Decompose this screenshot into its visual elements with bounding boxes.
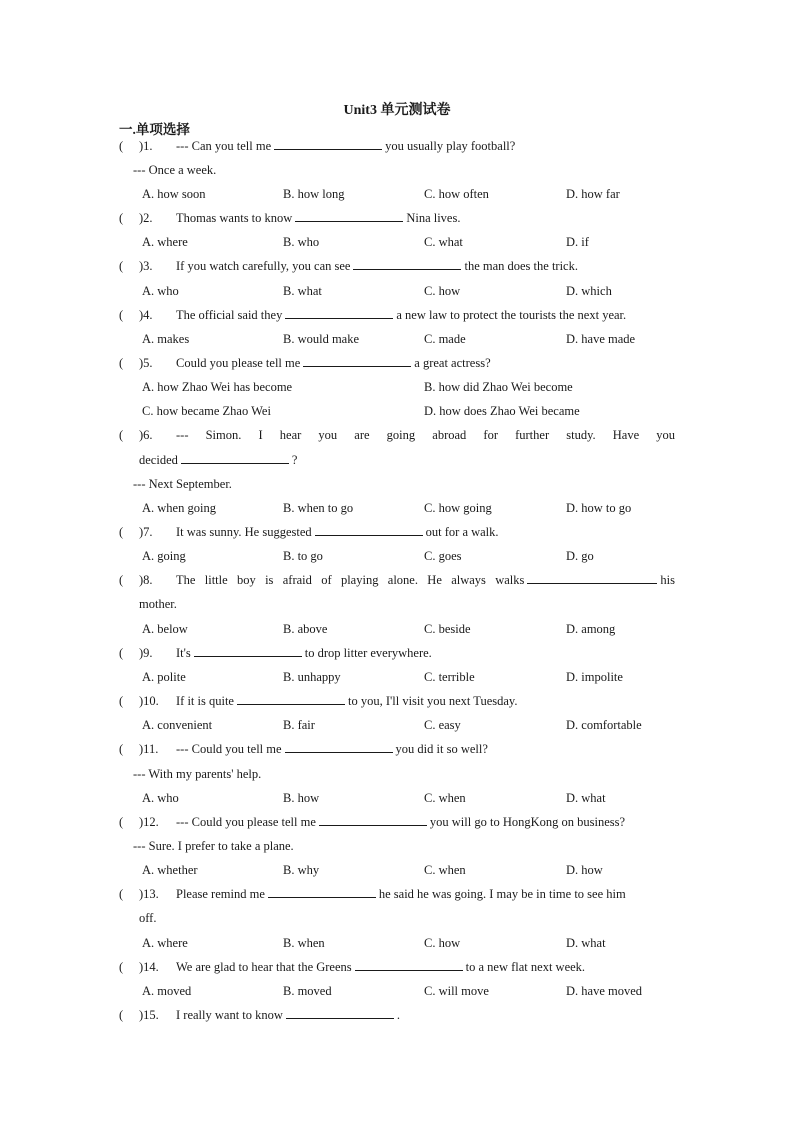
answer-blank: [286, 1006, 394, 1019]
question-14-options: [119, 982, 675, 1000]
question-number: )11.: [139, 742, 159, 756]
question-9: [119, 644, 675, 662]
question-5: [119, 354, 675, 372]
answer-blank: [181, 451, 289, 464]
question-11-options: [119, 789, 675, 807]
question-12: [119, 813, 675, 831]
option-a: A. how Zhao Wei has become: [142, 380, 293, 394]
option-a: A. whether: [142, 863, 198, 877]
question-number: )9.: [139, 646, 153, 660]
question-number: )4.: [139, 308, 153, 322]
question-11: [119, 740, 675, 758]
option-a: A. who: [142, 284, 179, 298]
answer-blank: [268, 885, 376, 898]
option-c: C. when: [424, 791, 466, 805]
option-b: B. would make: [283, 332, 360, 346]
option-c: C. easy: [424, 718, 461, 732]
option-a: A. makes: [142, 332, 190, 346]
answer-blank: [285, 740, 393, 753]
option-b: B. moved: [283, 984, 332, 998]
answer-paren: (: [119, 428, 133, 442]
option-a: A. when going: [142, 501, 216, 515]
option-b: B. above: [283, 622, 328, 636]
question-12-reply: --- Sure. I prefer to take a plane.: [133, 839, 294, 853]
question-number: )13.: [139, 887, 159, 901]
option-a: A. below: [142, 622, 188, 636]
question-number: )6.: [139, 428, 153, 442]
question-stem: --- Can you tell me you usually play football?: [176, 139, 516, 153]
question-number: )12.: [139, 815, 159, 829]
question-stem: The little boy is afraid of playing alone. He always walks his: [176, 573, 675, 587]
answer-paren: (: [119, 139, 133, 153]
question-11-reply: --- With my parents' help.: [133, 767, 262, 781]
question-stem: If you watch carefully, you can see the man does the trick.: [176, 259, 578, 273]
option-a: A. convenient: [142, 718, 213, 732]
question-number: )10.: [139, 694, 159, 708]
option-b: B. how long: [283, 187, 345, 201]
question-6: [119, 426, 675, 444]
option-d: D. what: [566, 936, 606, 950]
answer-paren: (: [119, 308, 133, 322]
option-b: B. who: [283, 235, 320, 249]
question-2-options: [119, 233, 675, 251]
question-stem: --- Could you tell me you did it so well?: [176, 742, 488, 756]
question-number: )2.: [139, 211, 153, 225]
question-6-reply: --- Next September.: [133, 477, 232, 491]
question-1-reply: --- Once a week.: [133, 163, 217, 177]
answer-paren: (: [119, 960, 133, 974]
option-c: C. how: [424, 936, 461, 950]
question-number: )1.: [139, 139, 153, 153]
option-d: D. have moved: [566, 984, 643, 998]
question-stem: Please remind me he said he was going. I may be in time to see him: [176, 887, 626, 901]
page-title: Unit3 单元测试卷: [343, 103, 451, 118]
option-d: D. comfortable: [566, 718, 642, 732]
option-b: B. unhappy: [283, 670, 341, 684]
question-4: [119, 306, 675, 324]
section-heading: 一.单项选择: [119, 122, 190, 137]
answer-paren: (: [119, 525, 133, 539]
option-b: B. when: [283, 936, 325, 950]
question-stem: --- Simon. I hear you are going abroad for further study. Have you: [176, 428, 675, 442]
question-stem: Could you please tell me a great actress?: [176, 356, 491, 370]
question-3: [119, 257, 675, 275]
option-c: C. what: [424, 235, 463, 249]
option-b: B. why: [283, 863, 320, 877]
answer-paren: (: [119, 742, 133, 756]
question-stem: It was sunny. He suggested out for a walk.: [176, 525, 499, 539]
question-5-options-row1: [119, 378, 675, 396]
answer-paren: (: [119, 573, 133, 587]
answer-paren: (: [119, 1008, 133, 1022]
answer-paren: (: [119, 887, 133, 901]
option-d: D. which: [566, 284, 612, 298]
option-c: C. will move: [424, 984, 489, 998]
option-c: C. how often: [424, 187, 489, 201]
question-13-options: [119, 934, 675, 952]
option-a: A. how soon: [142, 187, 206, 201]
question-stem: If it is quite to you, I'll visit you next Tuesday.: [176, 694, 518, 708]
question-12-options: [119, 861, 675, 879]
question-13: [119, 885, 675, 903]
answer-blank: [194, 644, 302, 657]
question-number: )14.: [139, 960, 159, 974]
option-a: A. polite: [142, 670, 186, 684]
answer-blank: [295, 209, 403, 222]
question-8-line2: [119, 595, 675, 613]
answer-blank: [315, 523, 423, 536]
option-b: B. what: [283, 284, 322, 298]
answer-paren: (: [119, 694, 133, 708]
option-c: C. how going: [424, 501, 492, 515]
question-stem: It's to drop litter everywhere.: [176, 646, 432, 660]
question-number: )3.: [139, 259, 153, 273]
answer-paren: (: [119, 646, 133, 660]
question-14: [119, 958, 675, 976]
option-d: D. how far: [566, 187, 620, 201]
question-4-options: [119, 330, 675, 348]
question-number: )8.: [139, 573, 153, 587]
question-6-line2: [119, 451, 675, 469]
question-7: [119, 523, 675, 541]
question-8: [119, 571, 675, 589]
option-b: B. how: [283, 791, 320, 805]
answer-paren: (: [119, 815, 133, 829]
option-a: A. where: [142, 235, 188, 249]
question-5-options-row2: [119, 402, 675, 420]
question-6-options: [119, 499, 675, 517]
answer-blank: [274, 137, 382, 150]
question-10: [119, 692, 675, 710]
option-b: B. fair: [283, 718, 315, 732]
option-b: B. how did Zhao Wei become: [424, 380, 573, 394]
option-d: D. how: [566, 863, 603, 877]
question-3-options: [119, 282, 675, 300]
answer-blank: [303, 354, 411, 367]
question-13-line2: [119, 909, 675, 927]
option-d: D. if: [566, 235, 589, 249]
answer-paren: (: [119, 356, 133, 370]
question-stem: Thomas wants to know Nina lives.: [176, 211, 461, 225]
question-stem: We are glad to hear that the Greens to a new flat next week.: [176, 960, 586, 974]
option-d: D. have made: [566, 332, 636, 346]
option-d: D. go: [566, 549, 594, 563]
option-c: C. how became Zhao Wei: [142, 404, 271, 418]
question-stem-continued: off.: [139, 911, 157, 925]
question-stem: The official said they a new law to protect the tourists the next year.: [176, 308, 627, 322]
answer-blank: [319, 813, 427, 826]
option-c: C. how: [424, 284, 461, 298]
question-number: )5.: [139, 356, 153, 370]
option-d: D. among: [566, 622, 616, 636]
option-b: B. to go: [283, 549, 323, 563]
option-d: D. how does Zhao Wei became: [424, 404, 580, 418]
question-7-options: [119, 547, 675, 565]
option-a: A. where: [142, 936, 188, 950]
question-stem: --- Could you please tell me you will go to HongKong on business?: [176, 815, 626, 829]
answer-blank: [285, 306, 393, 319]
answer-blank: [355, 958, 463, 971]
option-a: A. moved: [142, 984, 192, 998]
question-9-options: [119, 668, 675, 686]
option-c: C. beside: [424, 622, 471, 636]
question-15: [119, 1006, 675, 1024]
question-number: )7.: [139, 525, 153, 539]
option-a: A. going: [142, 549, 186, 563]
question-stem-continued: decided ?: [139, 453, 298, 467]
option-c: C. made: [424, 332, 466, 346]
answer-blank: [353, 257, 461, 270]
option-c: C. terrible: [424, 670, 475, 684]
question-1-options: [119, 185, 675, 203]
question-stem: I really want to know .: [176, 1008, 401, 1022]
option-d: D. impolite: [566, 670, 623, 684]
question-8-options: [119, 620, 675, 638]
answer-paren: (: [119, 211, 133, 225]
option-d: D. how to go: [566, 501, 632, 515]
question-2: [119, 209, 675, 227]
question-10-options: [119, 716, 675, 734]
answer-blank: [237, 692, 345, 705]
option-d: D. what: [566, 791, 606, 805]
option-b: B. when to go: [283, 501, 354, 515]
option-c: C. goes: [424, 549, 462, 563]
option-a: A. who: [142, 791, 179, 805]
option-c: C. when: [424, 863, 466, 877]
question-stem-continued: mother.: [139, 597, 177, 611]
answer-blank: [527, 571, 657, 584]
question-1: [119, 137, 675, 155]
answer-paren: (: [119, 259, 133, 273]
question-number: )15.: [139, 1008, 159, 1022]
